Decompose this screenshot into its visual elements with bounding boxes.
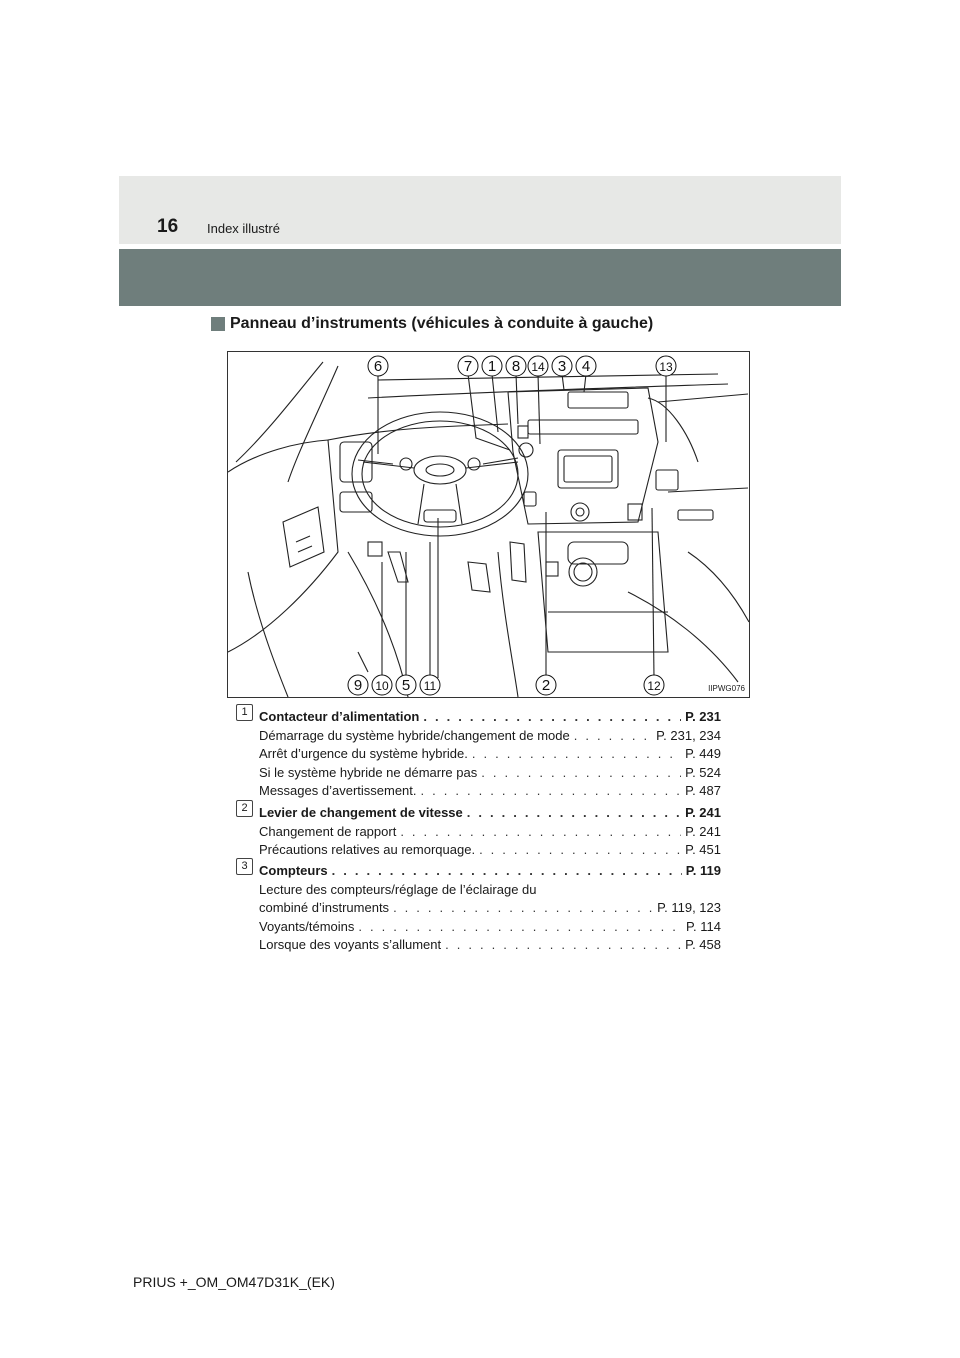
entry-label: combiné d’instruments — [259, 900, 390, 915]
section-marker — [211, 317, 225, 331]
entry-label: Démarrage du système hybride/changement de mode — [259, 727, 570, 743]
entry-line — [259, 862, 721, 881]
page-ref: P. 114 — [686, 918, 721, 934]
page-ref: P. 458 — [685, 937, 721, 952]
entry-line — [259, 782, 721, 801]
leader-dots — [467, 804, 681, 823]
entry-line — [259, 764, 721, 783]
leader-dots — [332, 862, 682, 881]
callout-2: 2 — [541, 677, 551, 694]
entry-number-badge: 2 — [236, 800, 253, 817]
entry-line — [259, 745, 721, 764]
entry-line — [259, 841, 721, 860]
entry-line — [259, 899, 721, 918]
header-dark-band — [119, 249, 841, 306]
figure-code: IIPWG076 — [708, 684, 745, 693]
entry-number-badge: 1 — [236, 704, 253, 721]
leader-dots — [400, 823, 681, 842]
entry-label: Contacteur d’alimentation — [259, 709, 420, 724]
leader-dots — [358, 918, 682, 937]
entry-line — [259, 708, 721, 727]
callout-8: 8 — [511, 358, 521, 375]
callout-1: 1 — [487, 358, 497, 375]
callout-10: 10 — [375, 679, 389, 693]
entry-label: Levier de changement de vitesse — [259, 805, 463, 820]
dashboard-drawing — [228, 352, 749, 697]
leader-dots — [421, 782, 682, 801]
dashboard-illustration — [227, 351, 750, 698]
entry-line — [259, 918, 721, 937]
entry-label: Lecture des compteurs/réglage de l’éclairage du — [259, 881, 537, 897]
leader-dots — [393, 899, 653, 918]
page-ref: P. 241 — [685, 805, 721, 820]
leader-dots — [479, 841, 681, 860]
callout-3: 3 — [557, 358, 567, 375]
entry-label: Arrêt d’urgence du système hybride. — [259, 746, 468, 761]
index-entry — [259, 708, 721, 801]
leader-dots — [574, 727, 652, 746]
callout-9: 9 — [353, 677, 363, 694]
leader-dots — [423, 708, 681, 727]
entry-line — [259, 727, 721, 746]
callout-14: 14 — [531, 360, 545, 374]
entry-label: Messages d’avertissement. — [259, 783, 417, 798]
callout-12: 12 — [647, 679, 661, 693]
callout-5: 5 — [401, 677, 411, 694]
leader-dots — [472, 745, 681, 764]
entry-line — [259, 804, 721, 823]
index-entry — [259, 862, 721, 955]
page-ref: P. 241 — [685, 823, 721, 839]
entry-label: Voyants/témoins — [259, 918, 355, 934]
page-ref: P. 119, 123 — [657, 900, 721, 915]
section-title: Panneau d’instruments (véhicules à conduite à gauche) — [230, 315, 654, 332]
entry-label: Si le système hybride ne démarre pas — [259, 764, 478, 780]
document-code: PRIUS +_OM_OM47D31K_(EK) — [133, 1274, 335, 1290]
page-number: 16 — [157, 216, 179, 237]
page-ref: P. 487 — [685, 783, 721, 798]
callout-11: 11 — [423, 679, 437, 693]
page-ref: P. 451 — [685, 842, 721, 857]
entry-line — [259, 881, 721, 900]
page-ref: P. 231 — [685, 709, 721, 724]
callout-13: 13 — [659, 360, 673, 374]
page-ref: P. 449 — [685, 746, 721, 761]
page-ref: P. 119 — [685, 863, 721, 878]
entry-label: Changement de rapport — [259, 823, 397, 839]
leader-dots — [481, 764, 681, 783]
page-ref: P. 524 — [685, 764, 721, 780]
callout-4: 4 — [581, 358, 591, 375]
entry-line — [259, 936, 721, 955]
leader-dots — [445, 936, 681, 955]
page-ref: P. 231, 234 — [656, 727, 721, 743]
entry-line — [259, 823, 721, 842]
callout-6: 6 — [373, 358, 383, 375]
entry-label: Lorsque des voyants s’allument — [259, 937, 442, 952]
entry-label: Compteurs — [259, 863, 328, 878]
running-head: Index illustré — [207, 221, 280, 236]
index-entry — [259, 804, 721, 860]
callout-7: 7 — [463, 358, 473, 375]
entry-label: Précautions relatives au remorquage. — [259, 842, 476, 857]
entry-number-badge: 3 — [236, 858, 253, 875]
